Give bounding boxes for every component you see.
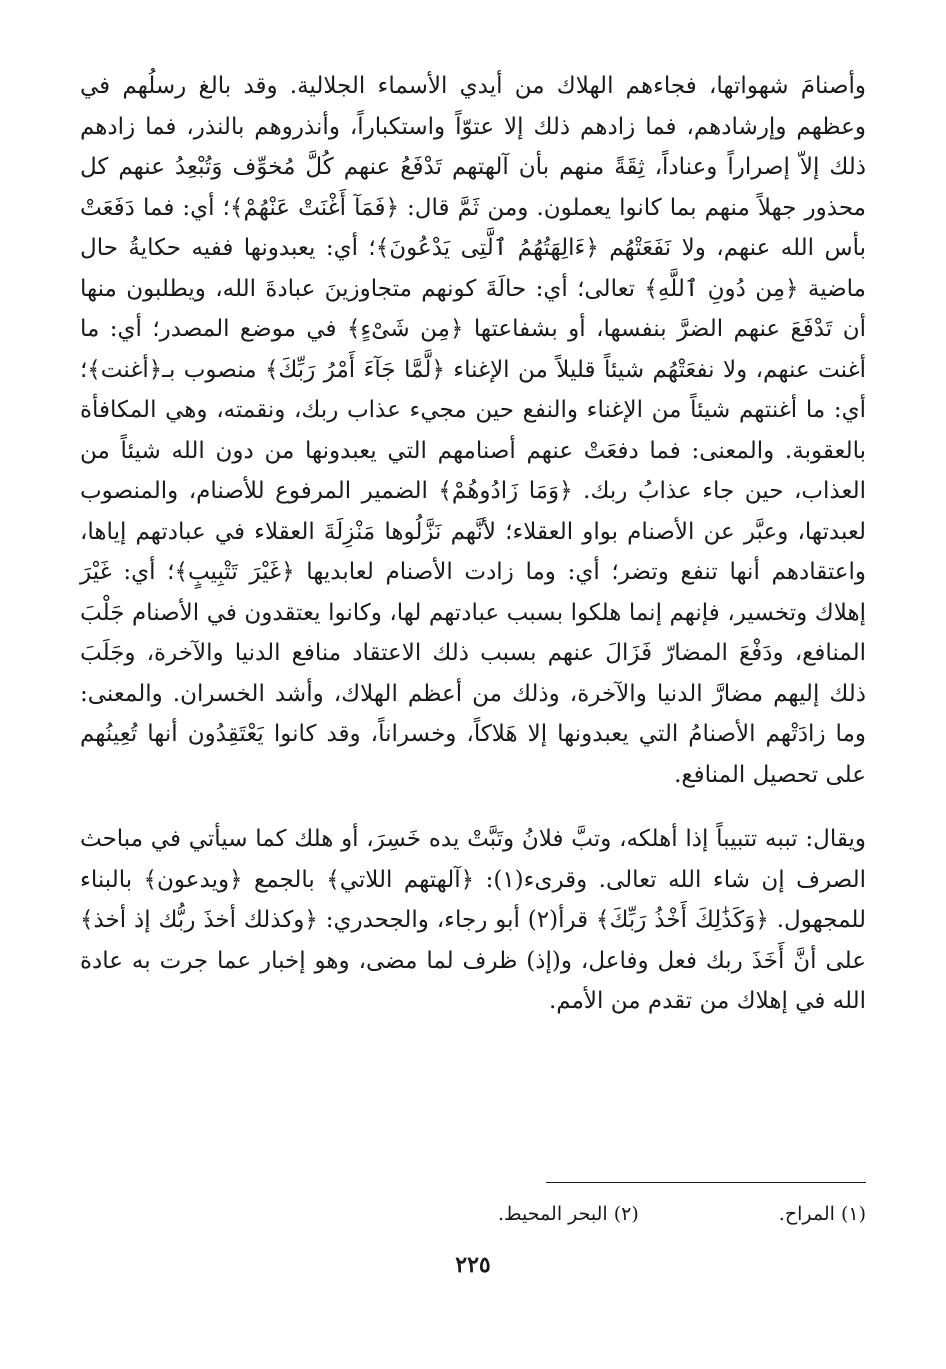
footnote-2: (٢) البحر المحيط. xyxy=(497,1203,639,1225)
body-paragraph-1: وأصنامَ شهواتها، فجاءهم الهلاك من أيدي الأسماء الجلالية. وقد بالغ رسلُهم في وعظهم وإرشادهم، فما زادهم ذلك إلا عتوّاً واستكباراً، وأنذروهم بالنذر، فما زادهم ذلك إلاّ إصراراً وعناداً، ثِقَةً منهم بأن آلهتهم تَدْفَعُ عنهم كُلَّ مُخوِّف وَتُبْعِدُ عنهم كل محذور جهلاً منهم بما كانوا يعملون. ومن ثَمَّ قال: ﴿فَمَآ أَغْنَتْ عَنْهُمْ﴾؛ أي: فما دَفَعَتْ بأس الله عنهم، ولا نَفَعَتْهُم ﴿ءَالِهَتُهُمُ ٱلَّتِى يَدْعُونَ﴾؛ أي: يعبدونها ففيه حكايةُ حال ماضية ﴿مِن دُونِ ٱللَّهِ﴾ تعالى؛ أي: حالَةَ كونهم متجاوزينَ عبادةَ الله، ويطلبون منها أن تَدْفَعَ عنهم الضرَّ بنفسها، أو بشفاعتها ﴿مِن شَىْءٍ﴾ في موضع المصدر؛ أي: ما أغنت عنهم، ولا نفعَتْهُم شيئاً قليلاً من الإغناء ﴿لَّمَّا جَآءَ أَمْرُ رَبِّكَ﴾ منصوب بـ﴿أغنت﴾؛ أي: ما أغنتهم شيئاً من الإغناء والنفع حين مجيء عذاب ربك، ونقمته، وهي المكافأة بالعقوبة. والمعنى: فما دفعَتْ عنهم أصنامهم التي يعبدونها من دون الله شيئاً من العذاب، حين جاء عذابُ ربك. ﴿وَمَا زَادُوهُمْ﴾ الضمير المرفوع للأصنام، والمنصوب لعبدتها، وعبَّر عن الأصنام بواو العقلاء؛ لأنَّهم نَزَّلُوها مَنْزِلَةَ العقلاء في عبادتهم إياها، واعتقادهم أنها تنفع وتضر؛ أي: وما زادت الأصنام لعابديها ﴿غَيْرَ تَتْبِيبٍ﴾؛ أي: غَيْرَ إهلاك وتخسير، فإنهم إنما هلكوا بسبب عبادتهم لها، وكانوا يعتقدون في الأصنام جَلْبَ المنافع، ودَفْعَ المضارّ فَزَالَ عنهم بسبب ذلك الاعتقاد منافع الدنيا والآخرة، وجَلَبَ ذلك إليهم مضارَّ الدنيا والآخرة، وذلك من أعظم الهلاك، وأشد الخسران. والمعنى: وما زادَتْهم الأصنامُ التي يعبدونها إلا هَلاكاً، وخسراناً، وقد كانوا يَعْتَقِدُون أنها تُعِينُهم على تحصيل المنافع. xyxy=(80,73,866,788)
footnotes xyxy=(80,1200,866,1228)
page-number: ٢٢٥ xyxy=(455,1252,491,1278)
document-page xyxy=(80,66,866,1326)
footnote-1: (١) المراح. xyxy=(778,1203,866,1225)
footnote-divider xyxy=(546,1182,866,1183)
body-paragraph-2: ويقال: تببه تتبيباً إذا أهلكه، وتبَّ فلانُ وتَبَّتْ يده خَسِرَ، أو هلك كما سيأتي في مباحث الصرف إن شاء الله تعالى. وقرىء(١): ﴿آلهتهم اللاتي﴾ بالجمع ﴿ويدعون﴾ بالبناء للمجهول. ﴿وَكَذَٰلِكَ أَخْذُ رَبِّكَ﴾ قرأ(٢) أبو رجاء، والجحدري: ﴿وكذلك أخذَ ربُّك إذ أخذ﴾ على أنَّ أَخَذَ ربك فعل وفاعل، و(إذ) ظرف لما مضى، وهو إخبار عما جرت به عادة الله في إهلاك من تقدم من الأمم. xyxy=(80,826,866,1014)
